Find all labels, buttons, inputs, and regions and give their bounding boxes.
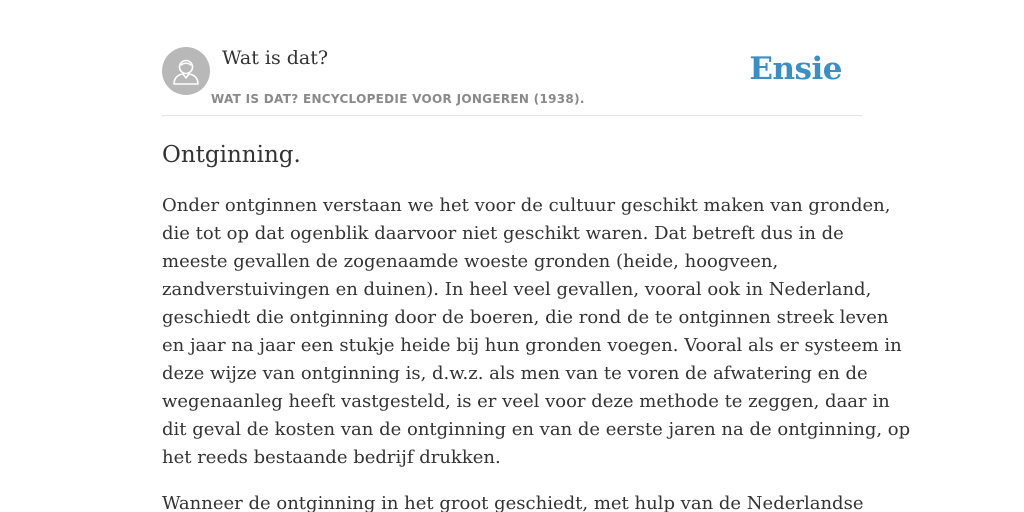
text-line: Onder ontginnen verstaan we het voor de cultuur geschikt maken van gronden, — [162, 195, 891, 216]
text-line: het reeds bestaande bedrijf drukken. — [162, 447, 501, 468]
text-line: meeste gevallen de zogenaamde woeste gronden (heide, hoogveen, — [162, 251, 779, 272]
article-title: Ontginning. — [162, 142, 301, 168]
brand-logo[interactable]: Ensie — [749, 51, 842, 87]
text-line: Wanneer de ontginning in het groot geschiedt, met hulp van de Nederlandse — [162, 493, 864, 512]
text-line: wegenaanleg heeft vastgesteld, is er veel voor deze methode te zeggen, daar in — [162, 391, 890, 412]
source-title[interactable]: Wat is dat? — [222, 47, 329, 69]
text-line: geschiedt die ontginning door de boeren, die rond de te ontginnen streek leven — [162, 307, 889, 328]
paragraph-1 — [162, 192, 911, 472]
article-body — [162, 192, 911, 512]
text-line: dit geval de kosten van de ontginning en van de eerste jaren na de ontginning, op — [162, 419, 911, 440]
avatar[interactable] — [162, 47, 210, 95]
source-subtitle[interactable]: WAT IS DAT? ENCYCLOPEDIE VOOR JONGEREN (1938). — [211, 92, 585, 106]
text-line: die tot op dat ogenblik daarvoor niet geschikt waren. Dat betreft dus in de — [162, 223, 844, 244]
paragraph-2 — [162, 490, 864, 512]
user-icon — [162, 47, 210, 95]
source-header — [162, 46, 862, 116]
text-line: en jaar na jaar een stukje heide bij hun gronden voegen. Vooral als er systeem in — [162, 335, 902, 356]
text-line: deze wijze van ontginning is, d.w.z. als men van te voren de afwatering en de — [162, 363, 868, 384]
text-line: zandverstuivingen en duinen). In heel veel gevallen, vooral ook in Nederland, — [162, 279, 872, 300]
